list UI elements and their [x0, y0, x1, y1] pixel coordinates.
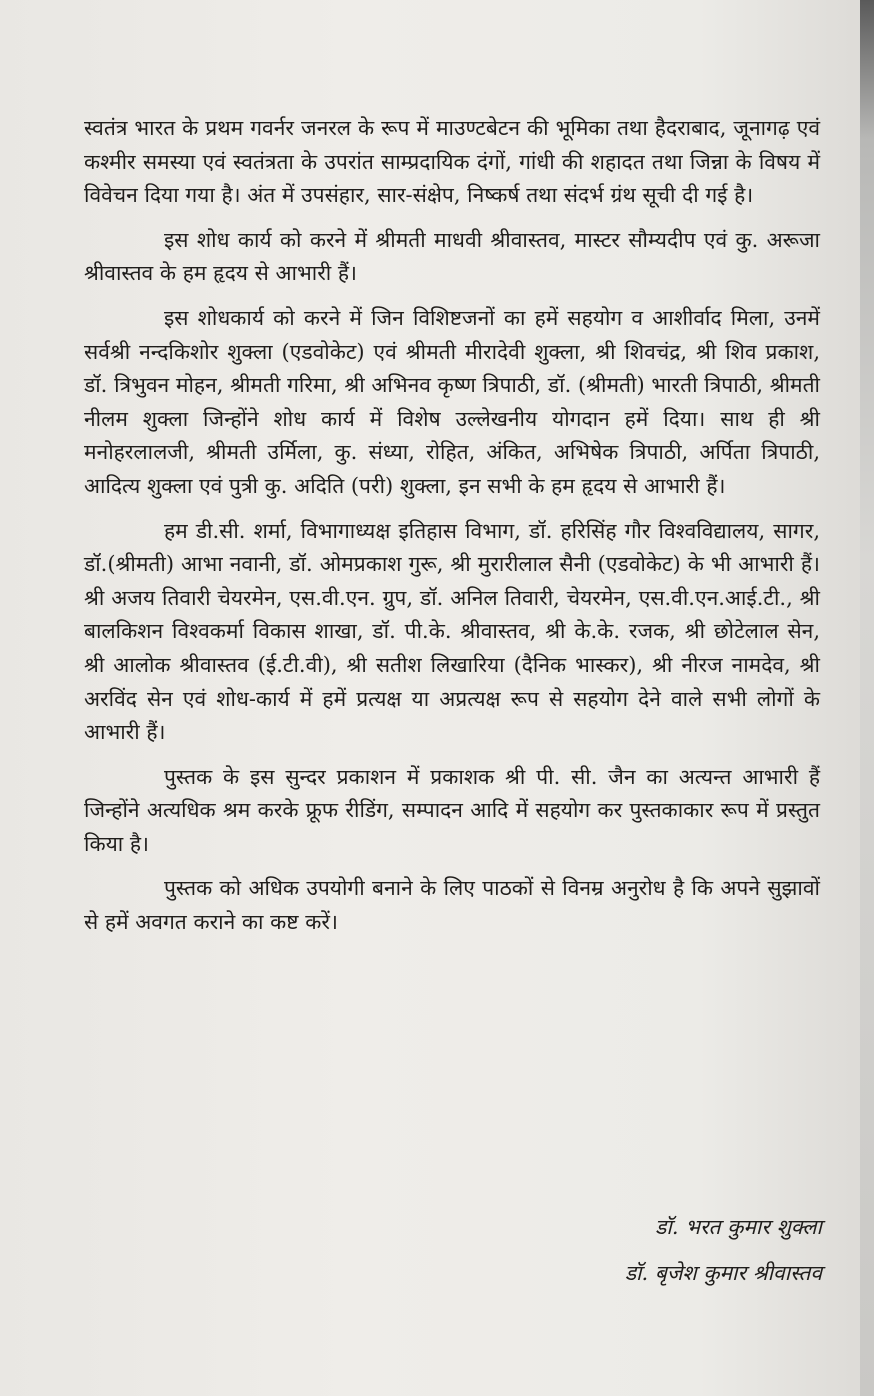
signature-author-2: डॉ. बृजेश कुमार श्रीवास्तव [624, 1261, 822, 1285]
paragraph-1: स्वतंत्र भारत के प्रथम गवर्नर जनरल के रूप में माउण्टबेटन की भूमिका तथा हैदराबाद, जूनागढ़ एवं कश्मीर समस्या एवं स्वतंत्रता के उपरांत साम्प्रदायिक दंगों, गांधी की शहादत तथा जिन्ना के विषय में विवेचन दिया गया है। अंत में उपसंहार, सार-संक्षेप, निष्कर्ष तथा संदर्भ ग्रंथ सूची दी गई है। [84, 116, 820, 208]
page-edge-shadow [860, 0, 874, 1396]
signature-block [462, 1204, 822, 1296]
signature-author-1: डॉ. भरत कुमार शुक्ला [655, 1215, 822, 1239]
page-body-text [84, 112, 820, 951]
paragraph-4: हम डी.सी. शर्मा, विभागाध्यक्ष इतिहास विभाग, डॉ. हरिसिंह गौर विश्वविद्यालय, सागर, डॉ.(श्रीमती) आभा नवानी, डॉ. ओमप्रकाश गुरू, श्री मुरारीलाल सैनी (एडवोकेट) के भी आभारी हैं। श्री अजय तिवारी चेयरमेन, एस.वी.एन. ग्रुप, डॉ. अनिल तिवारी, चेयरमेन, एस.वी.एन.आई.टी., श्री बालकिशन विश्वकर्मा विकास शाखा, डॉ. पी.के. श्रीवास्तव, श्री के.के. रजक, श्री छोटेलाल सेन, श्री आलोक श्रीवास्तव (ई.टी.वी), श्री सतीश लिखारिया (दैनिक भास्कर), श्री नीरज नामदेव, श्री अरविंद सेन एवं शोध-कार्य में हमें प्रत्यक्ष या अप्रत्यक्ष रूप से सहयोग देने वाले सभी लोगों के आभारी हैं। [84, 518, 820, 745]
paragraph-5: पुस्तक के इस सुन्दर प्रकाशन में प्रकाशक श्री पी. सी. जैन का अत्यन्त आभारी हैं जिन्होंने अत्यधिक श्रम करके फ्रूफ रीडिंग, सम्पादन आदि में सहयोग कर पुस्तकाकार रूप में प्रस्तुत किया है। [84, 764, 820, 856]
paragraph-2: इस शोध कार्य को करने में श्रीमती माधवी श्रीवास्तव, मास्टर सौम्यदीप एवं कु. अरूजा श्रीवास्तव के हम हृदय से आभारी हैं। [84, 227, 820, 286]
paragraph-6: पुस्तक को अधिक उपयोगी बनाने के लिए पाठकों से विनम्र अनुरोध है कि अपने सुझावों से हमें अवगत कराने का कष्ट करें। [84, 876, 820, 935]
paragraph-3: इस शोधकार्य को करने में जिन विशिष्टजनों का हमें सहयोग व आशीर्वाद मिला, उनमें सर्वश्री नन्दकिशोर शुक्ला (एडवोकेट) एवं श्रीमती मीरादेवी शुक्ला, श्री शिवचंद्र, श्री शिव प्रकाश, डॉ. त्रिभुवन मोहन, श्रीमती गरिमा, श्री अभिनव कृष्ण त्रिपाठी, डॉ. (श्रीमती) भारती त्रिपाठी, श्रीमती नीलम शुक्ला जिन्होंने शोध कार्य में विशेष उल्लेखनीय योगदान हमें दिया। साथ ही श्री मनोहरलालजी, श्रीमती उर्मिला, कु. संध्या, रोहित, अंकित, अभिषेक त्रिपाठी, अर्पिता त्रिपाठी, आदित्य शुक्ला एवं पुत्री कु. अदिति (परी) शुक्ला, इन सभी के हम हृदय से आभारी हैं। [84, 305, 820, 498]
